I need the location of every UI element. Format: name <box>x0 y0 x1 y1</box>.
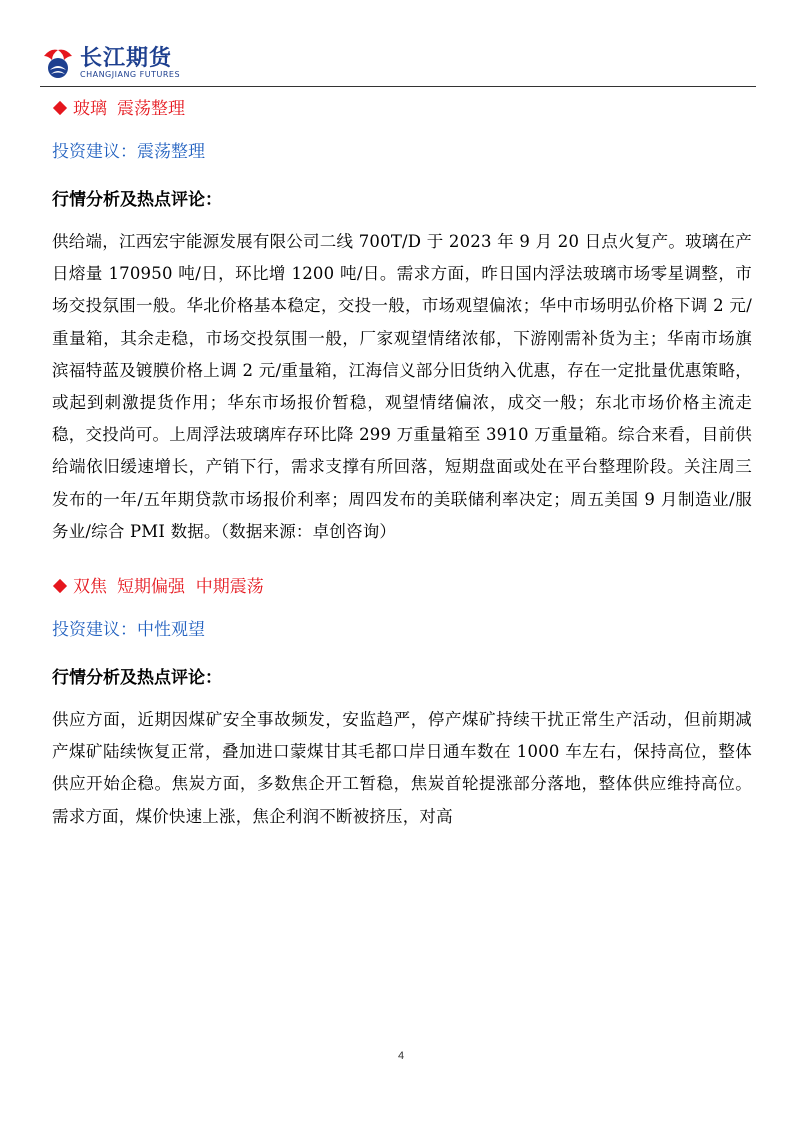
page-header <box>40 46 756 88</box>
section-view: 短期偏强 中期震荡 <box>117 577 264 598</box>
section-title <box>52 92 752 126</box>
header-divider <box>40 86 756 87</box>
section-product: 玻璃 <box>73 99 107 119</box>
investment-advice: 投资建议：震荡整理 <box>52 142 205 162</box>
section-coke-coal <box>52 570 752 833</box>
changjiang-logo-icon <box>40 46 76 82</box>
section-view: 震荡整理 <box>117 99 185 119</box>
page-number: 4 <box>397 1050 405 1062</box>
report-content <box>52 92 752 833</box>
analysis-paragraph: 供应方面，近期因煤矿安全事故频发，安监趋严，停产煤矿持续干扰正常生产活动，但前期减产煤矿陆续恢复正常，叠加进口蒙煤甘其毛都口岸日通车数在 1000 车左右，保持高位，整体供应开始企稳。焦炭方面，多数焦企开工暂稳，焦炭首轮提涨部分落地，整体供应维持高位。需求方面，煤价快速上涨，焦企利润不断被挤压，对高 <box>52 710 752 826</box>
analysis-paragraph: 供给端，江西宏宇能源发展有限公司二线 700T/D 于 2023 年 9 月 20 日点火复产。玻璃在产日熔量 170950 吨/日，环比增 1200 吨/日。需求方面，昨日国内浮法玻璃市场零星调整，市场交投氛围一般。华北价格基本稳定，交投一般，市场观望偏浓；华中市场明弘价格下调 2 元/重量箱，其余走稳，市场交投氛围一般，厂家观望情绪浓郁，下游刚需补货为主；华南市场旗滨福特蓝及镀膜价格上调 2 元/重量箱，江海信义部分旧货纳入优惠，存在一定批量优惠策略，或起到刺激提货作用；华东市场报价暂稳，观望情绪偏浓，成交一般；东北市场价格主流走稳，交投尚可。上周浮法玻璃库存环比降 299 万重量箱至 3910 万重量箱。综合来看，目前供给端依旧缓速增长，产销下行，需求支撑有所回落，短期盘面或处在平台整理阶段。关注周三发布的一年/五年期贷款市场报价利率；周四发布的美联储利率决定；周五美国 9 月制造业/服务业/综合 PMI 数据。（数据来源：卓创咨询） <box>52 232 752 541</box>
logo-english-name: CHANGJIANG FUTURES <box>80 70 181 79</box>
analysis-heading: 行情分析及热点评论： <box>52 190 222 210</box>
investment-advice: 投资建议：中性观望 <box>52 620 205 641</box>
section-product: 双焦 <box>73 577 107 598</box>
analysis-heading: 行情分析及热点评论： <box>52 668 222 689</box>
diamond-bullet-icon <box>53 101 67 115</box>
section-glass <box>52 92 752 548</box>
logo-chinese-name: 长江期货 <box>80 46 173 71</box>
diamond-bullet-icon <box>53 579 67 593</box>
section-title <box>52 570 752 604</box>
